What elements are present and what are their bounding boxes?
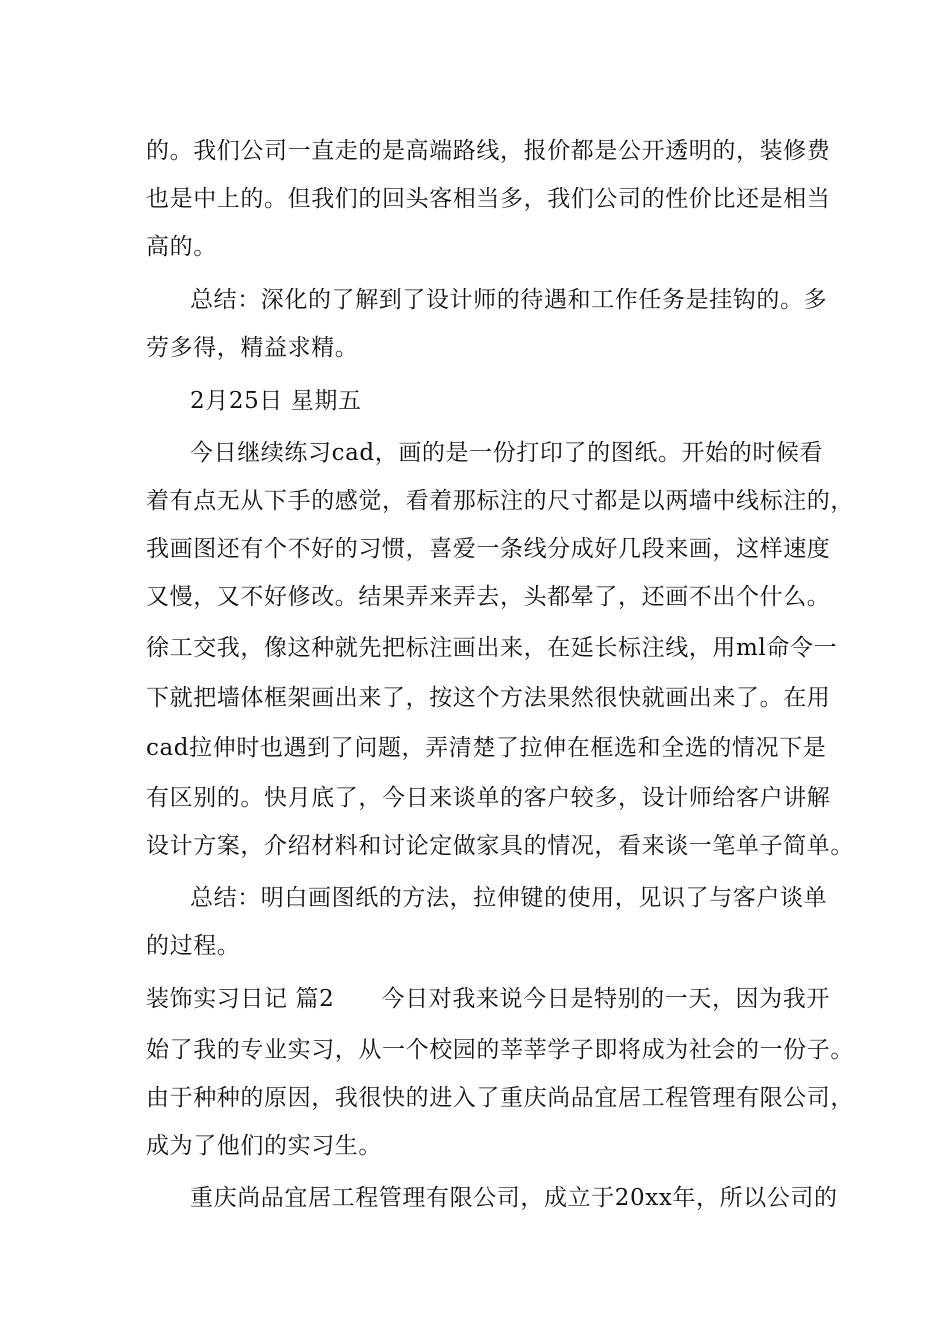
text-line: 由于种种的原因，我很快的进入了重庆尚品宜居工程管理有限公司， bbox=[146, 1085, 854, 1111]
text-line: 有区别的。快月底了，今日来谈单的客户较多，设计师给客户讲解 bbox=[146, 785, 831, 811]
text-line: 的。我们公司一直走的是高端路线，报价都是公开透明的，装修费 bbox=[146, 138, 831, 164]
text-line: 设计方案，介绍材料和讨论定做家具的情况，看来谈一笔单子简单。 bbox=[146, 833, 854, 859]
text-line: 劳多得，精益求精。 bbox=[146, 335, 359, 361]
text-line: 也是中上的。但我们的回头客相当多，我们公司的性价比还是相当 bbox=[146, 186, 831, 212]
text-line: 又慢，又不好修改。结果弄来弄去，头都晕了，还画不出个什么。 bbox=[146, 584, 831, 610]
section-heading-line: 装饰实习日记 篇2 今日对我来说今日是特别的一天，因为我开 bbox=[146, 986, 830, 1012]
text-line: 徐工交我，像这种就先把标注画出来，在延长标注线，用ml命令一 bbox=[146, 635, 838, 661]
text-line: 重庆尚品宜居工程管理有限公司，成立于20xx年，所以公司的 bbox=[190, 1185, 838, 1211]
text-line: cad拉伸时也遇到了问题，弄清楚了拉伸在框选和全选的情况下是 bbox=[146, 735, 827, 761]
text-line: 始了我的专业实习，从一个校园的莘莘学子即将成为社会的一份子。 bbox=[146, 1037, 854, 1063]
text-line: 着有点无从下手的感觉，看着那标注的尺寸都是以两墙中线标注的， bbox=[146, 488, 854, 514]
text-line: 成为了他们的实习生。 bbox=[146, 1133, 382, 1159]
summary-line: 总结：明白画图纸的方法，拉伸键的使用，见识了与客户谈单 bbox=[190, 885, 828, 911]
text-line: 下就把墙体框架画出来了，按这个方法果然很快就画出来了。在用 bbox=[146, 685, 831, 711]
text-line: 高的。 bbox=[146, 234, 217, 260]
date-heading: 2月25日 星期五 bbox=[190, 388, 362, 414]
text-line: 我画图还有个不好的习惯，喜爱一条线分成好几段来画，这样速度 bbox=[146, 536, 831, 562]
summary-line: 总结：深化的了解到了设计师的待遇和工作任务是挂钩的。多 bbox=[190, 287, 828, 313]
text-line: 的过程。 bbox=[146, 933, 241, 959]
text-line: 今日继续练习cad，画的是一份打印了的图纸。开始的时候看 bbox=[190, 440, 824, 466]
